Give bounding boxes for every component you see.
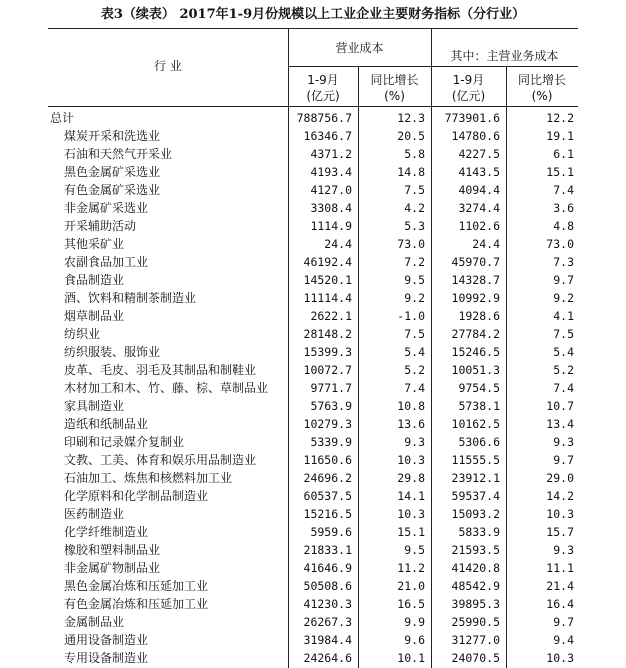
header-g1-label: 同比增长 xyxy=(370,73,419,87)
table-row xyxy=(48,505,578,523)
main-cost-value: 5833.9 xyxy=(458,525,500,539)
main-cost-growth: 13.4 xyxy=(546,417,574,431)
cost-value: 1114.9 xyxy=(310,219,352,233)
industry-name: 黑色金属冶炼和压延加工业 xyxy=(64,579,209,593)
table-row xyxy=(48,235,578,253)
industry-name: 煤炭开采和洗选业 xyxy=(64,129,161,143)
header-industry: 行 业 xyxy=(154,59,182,73)
main-cost-growth: 4.1 xyxy=(553,309,574,323)
main-cost-value: 24070.5 xyxy=(451,651,500,665)
cost-growth: 10.1 xyxy=(397,651,425,665)
header-g2-unit: (%) xyxy=(531,89,553,103)
cost-growth: 13.6 xyxy=(397,417,425,431)
industry-name: 通用设备制造业 xyxy=(64,633,149,647)
cost-growth: 5.2 xyxy=(404,363,425,377)
cost-value: 11114.4 xyxy=(303,291,352,305)
table-row xyxy=(48,307,578,325)
table-row xyxy=(48,397,578,415)
main-cost-growth: 7.5 xyxy=(553,327,574,341)
main-cost-growth: 10.3 xyxy=(546,507,574,521)
cost-growth: 20.5 xyxy=(397,129,425,143)
main-cost-value: 4227.5 xyxy=(458,147,500,161)
main-cost-growth: 9.7 xyxy=(553,615,574,629)
cost-growth: -1.0 xyxy=(397,309,425,323)
main-cost-value: 15246.5 xyxy=(451,345,500,359)
main-cost-growth: 5.2 xyxy=(553,363,574,377)
header-op-cost: 营业成本 xyxy=(335,41,384,55)
cost-growth: 7.4 xyxy=(404,381,425,395)
header-mid-rule-1 xyxy=(288,66,434,67)
main-cost-value: 24.4 xyxy=(472,237,500,251)
industry-name: 石油和天然气开采业 xyxy=(64,147,173,161)
main-cost-growth: 9.4 xyxy=(553,633,574,647)
industry-name: 黑色金属矿采选业 xyxy=(64,165,161,179)
main-cost-value: 773901.6 xyxy=(444,111,500,125)
main-cost-growth: 4.8 xyxy=(553,219,574,233)
cost-value: 4127.0 xyxy=(310,183,352,197)
main-cost-growth: 21.4 xyxy=(546,579,574,593)
table-row xyxy=(48,649,578,667)
main-cost-value: 27784.2 xyxy=(451,327,500,341)
cost-value: 4193.4 xyxy=(310,165,352,179)
header-v2 xyxy=(431,72,506,104)
main-cost-value: 39895.3 xyxy=(451,597,500,611)
header-v2-unit: (亿元) xyxy=(451,89,486,103)
industry-name: 印刷和记录媒介复制业 xyxy=(64,435,185,449)
industry-name: 医药制造业 xyxy=(64,507,125,521)
table-row xyxy=(48,361,578,379)
main-cost-growth: 6.1 xyxy=(553,147,574,161)
cost-value: 50508.6 xyxy=(303,579,352,593)
table-row xyxy=(48,109,578,127)
main-cost-value: 31277.0 xyxy=(451,633,500,647)
industry-name: 有色金属矿采选业 xyxy=(64,183,161,197)
industry-name: 纺织业 xyxy=(64,327,101,341)
industry-name: 皮革、毛皮、羽毛及其制品和制鞋业 xyxy=(64,363,257,377)
table-row xyxy=(48,145,578,163)
industry-name: 专用设备制造业 xyxy=(64,651,149,665)
industry-name: 石油加工、炼焦和核燃料加工业 xyxy=(64,471,233,485)
industry-name: 家具制造业 xyxy=(64,399,125,413)
main-cost-growth: 29.0 xyxy=(546,471,574,485)
main-cost-value: 21593.5 xyxy=(451,543,500,557)
main-cost-value: 15093.2 xyxy=(451,507,500,521)
industry-name: 食品制造业 xyxy=(64,273,125,287)
table-row xyxy=(48,433,578,451)
main-cost-growth: 16.4 xyxy=(546,597,574,611)
cost-value: 5339.9 xyxy=(310,435,352,449)
main-cost-value: 1102.6 xyxy=(458,219,500,233)
cost-growth: 9.2 xyxy=(404,291,425,305)
industry-name: 化学原料和化学制品制造业 xyxy=(64,489,209,503)
industry-name: 非金属矿采选业 xyxy=(64,201,149,215)
header-main-cost: 其中：主营业务成本 xyxy=(450,49,559,63)
table-row xyxy=(48,613,578,631)
table-row xyxy=(48,631,578,649)
cost-growth: 16.5 xyxy=(397,597,425,611)
header-bottom-rule xyxy=(48,106,578,107)
cost-value: 11650.6 xyxy=(303,453,352,467)
table-row xyxy=(48,415,578,433)
main-cost-growth: 73.0 xyxy=(546,237,574,251)
cost-growth: 7.5 xyxy=(404,327,425,341)
cost-value: 28148.2 xyxy=(303,327,352,341)
main-cost-growth: 15.1 xyxy=(546,165,574,179)
main-cost-value: 10162.5 xyxy=(451,417,500,431)
cost-value: 15399.3 xyxy=(303,345,352,359)
main-cost-growth: 9.3 xyxy=(553,435,574,449)
cost-growth: 12.3 xyxy=(397,111,425,125)
cost-value: 10072.7 xyxy=(303,363,352,377)
table-row xyxy=(48,451,578,469)
cost-growth: 11.2 xyxy=(397,561,425,575)
table-row xyxy=(48,559,578,577)
cost-value: 5763.9 xyxy=(310,399,352,413)
cost-growth: 10.3 xyxy=(397,507,425,521)
main-cost-value: 3274.4 xyxy=(458,201,500,215)
industry-name: 农副食品加工业 xyxy=(64,255,149,269)
main-cost-value: 11555.5 xyxy=(451,453,500,467)
cost-growth: 9.3 xyxy=(404,435,425,449)
main-cost-value: 9754.5 xyxy=(458,381,500,395)
table-row xyxy=(48,343,578,361)
cost-growth: 21.0 xyxy=(397,579,425,593)
cost-value: 24696.2 xyxy=(303,471,352,485)
main-cost-value: 5306.6 xyxy=(458,435,500,449)
main-cost-growth: 7.3 xyxy=(553,255,574,269)
cost-growth: 9.9 xyxy=(404,615,425,629)
cost-growth: 7.2 xyxy=(404,255,425,269)
cost-growth: 15.1 xyxy=(397,525,425,539)
main-cost-growth: 14.2 xyxy=(546,489,574,503)
cost-value: 41646.9 xyxy=(303,561,352,575)
cost-growth: 73.0 xyxy=(397,237,425,251)
table-row xyxy=(48,577,578,595)
main-cost-value: 48542.9 xyxy=(451,579,500,593)
cost-value: 24.4 xyxy=(324,237,352,251)
cost-value: 14520.1 xyxy=(303,273,352,287)
industry-name: 纺织服装、服饰业 xyxy=(64,345,161,359)
table-title: 表3（续表） 2017年1-9月份规模以上工业企业主要财务指标（分行业） xyxy=(100,7,526,22)
cost-value: 9771.7 xyxy=(310,381,352,395)
main-cost-value: 5738.1 xyxy=(458,399,500,413)
cost-value: 26267.3 xyxy=(303,615,352,629)
cost-growth: 9.6 xyxy=(404,633,425,647)
industry-name: 金属制品业 xyxy=(64,615,125,629)
cost-value: 10279.3 xyxy=(303,417,352,431)
top-rule xyxy=(48,28,578,29)
main-cost-growth: 12.2 xyxy=(546,111,574,125)
cost-value: 2622.1 xyxy=(310,309,352,323)
main-cost-value: 59537.4 xyxy=(451,489,500,503)
header-g2-label: 同比增长 xyxy=(517,73,566,87)
table-row xyxy=(48,253,578,271)
main-cost-value: 25990.5 xyxy=(451,615,500,629)
industry-name: 总计 xyxy=(50,111,75,125)
cost-value: 16346.7 xyxy=(303,129,352,143)
industry-name: 非金属矿物制品业 xyxy=(64,561,161,575)
table-row xyxy=(48,217,578,235)
header-g2 xyxy=(506,72,578,104)
cost-value: 41230.3 xyxy=(303,597,352,611)
cost-value: 4371.2 xyxy=(310,147,352,161)
main-cost-growth: 10.7 xyxy=(546,399,574,413)
cost-growth: 14.1 xyxy=(397,489,425,503)
cost-growth: 7.5 xyxy=(404,183,425,197)
main-cost-value: 10051.3 xyxy=(451,363,500,377)
cost-growth: 5.8 xyxy=(404,147,425,161)
header-v1-label: 1-9月 xyxy=(307,73,339,87)
main-cost-growth: 9.7 xyxy=(553,273,574,287)
cost-growth: 10.3 xyxy=(397,453,425,467)
main-cost-value: 14780.6 xyxy=(451,129,500,143)
table-row xyxy=(48,523,578,541)
cost-value: 60537.5 xyxy=(303,489,352,503)
cost-value: 46192.4 xyxy=(303,255,352,269)
table-row xyxy=(48,199,578,217)
header-g1-unit: (%) xyxy=(384,89,405,103)
industry-name: 文教、工美、体育和娱乐用品制造业 xyxy=(64,453,257,467)
main-cost-growth: 11.1 xyxy=(546,561,574,575)
table-row xyxy=(48,163,578,181)
cost-growth: 29.8 xyxy=(397,471,425,485)
table-row xyxy=(48,325,578,343)
table-row xyxy=(48,127,578,145)
main-cost-value: 4143.5 xyxy=(458,165,500,179)
cost-growth: 9.5 xyxy=(404,543,425,557)
industry-name: 有色金属冶炼和压延加工业 xyxy=(64,597,209,611)
industry-name: 烟草制品业 xyxy=(64,309,125,323)
cost-growth: 5.3 xyxy=(404,219,425,233)
cost-value: 15216.5 xyxy=(303,507,352,521)
main-cost-growth: 9.2 xyxy=(553,291,574,305)
table-row xyxy=(48,181,578,199)
main-cost-growth: 15.7 xyxy=(546,525,574,539)
header-v2-label: 1-9月 xyxy=(452,73,485,87)
cost-value: 31984.4 xyxy=(303,633,352,647)
industry-name: 木材加工和木、竹、藤、棕、草制品业 xyxy=(64,381,269,395)
main-cost-growth: 9.3 xyxy=(553,543,574,557)
header-v1-unit: (亿元) xyxy=(306,89,340,103)
cost-value: 3308.4 xyxy=(310,201,352,215)
cost-value: 788756.7 xyxy=(296,111,352,125)
industry-name: 化学纤维制造业 xyxy=(64,525,149,539)
header-mid-rule-2 xyxy=(431,66,578,67)
industry-name: 开采辅助活动 xyxy=(64,219,137,233)
industry-name: 造纸和纸制品业 xyxy=(64,417,149,431)
main-cost-value: 45970.7 xyxy=(451,255,500,269)
main-cost-growth: 7.4 xyxy=(553,381,574,395)
header-v1 xyxy=(288,72,358,104)
main-cost-growth: 19.1 xyxy=(546,129,574,143)
header-g1 xyxy=(358,72,431,104)
table-row xyxy=(48,379,578,397)
main-cost-value: 41420.8 xyxy=(451,561,500,575)
cost-value: 24264.6 xyxy=(303,651,352,665)
cost-growth: 9.5 xyxy=(404,273,425,287)
table-row xyxy=(48,469,578,487)
main-cost-value: 23912.1 xyxy=(451,471,500,485)
table-row xyxy=(48,541,578,559)
cost-growth: 14.8 xyxy=(397,165,425,179)
cost-growth: 4.2 xyxy=(404,201,425,215)
main-cost-growth: 7.4 xyxy=(553,183,574,197)
industry-name: 橡胶和塑料制品业 xyxy=(64,543,161,557)
main-cost-value: 1928.6 xyxy=(458,309,500,323)
industry-name: 酒、饮料和精制茶制造业 xyxy=(64,291,197,305)
table-row xyxy=(48,271,578,289)
main-cost-growth: 9.7 xyxy=(553,453,574,467)
cost-value: 21833.1 xyxy=(303,543,352,557)
main-cost-growth: 5.4 xyxy=(553,345,574,359)
main-cost-value: 14328.7 xyxy=(451,273,500,287)
cost-growth: 5.4 xyxy=(404,345,425,359)
main-cost-growth: 10.3 xyxy=(546,651,574,665)
cost-value: 5959.6 xyxy=(310,525,352,539)
cost-growth: 10.8 xyxy=(397,399,425,413)
main-cost-value: 4094.4 xyxy=(458,183,500,197)
table-row xyxy=(48,289,578,307)
industry-name: 其他采矿业 xyxy=(64,237,125,251)
table-row xyxy=(48,595,578,613)
main-cost-value: 10992.9 xyxy=(451,291,500,305)
main-cost-growth: 3.6 xyxy=(553,201,574,215)
table-row xyxy=(48,487,578,505)
